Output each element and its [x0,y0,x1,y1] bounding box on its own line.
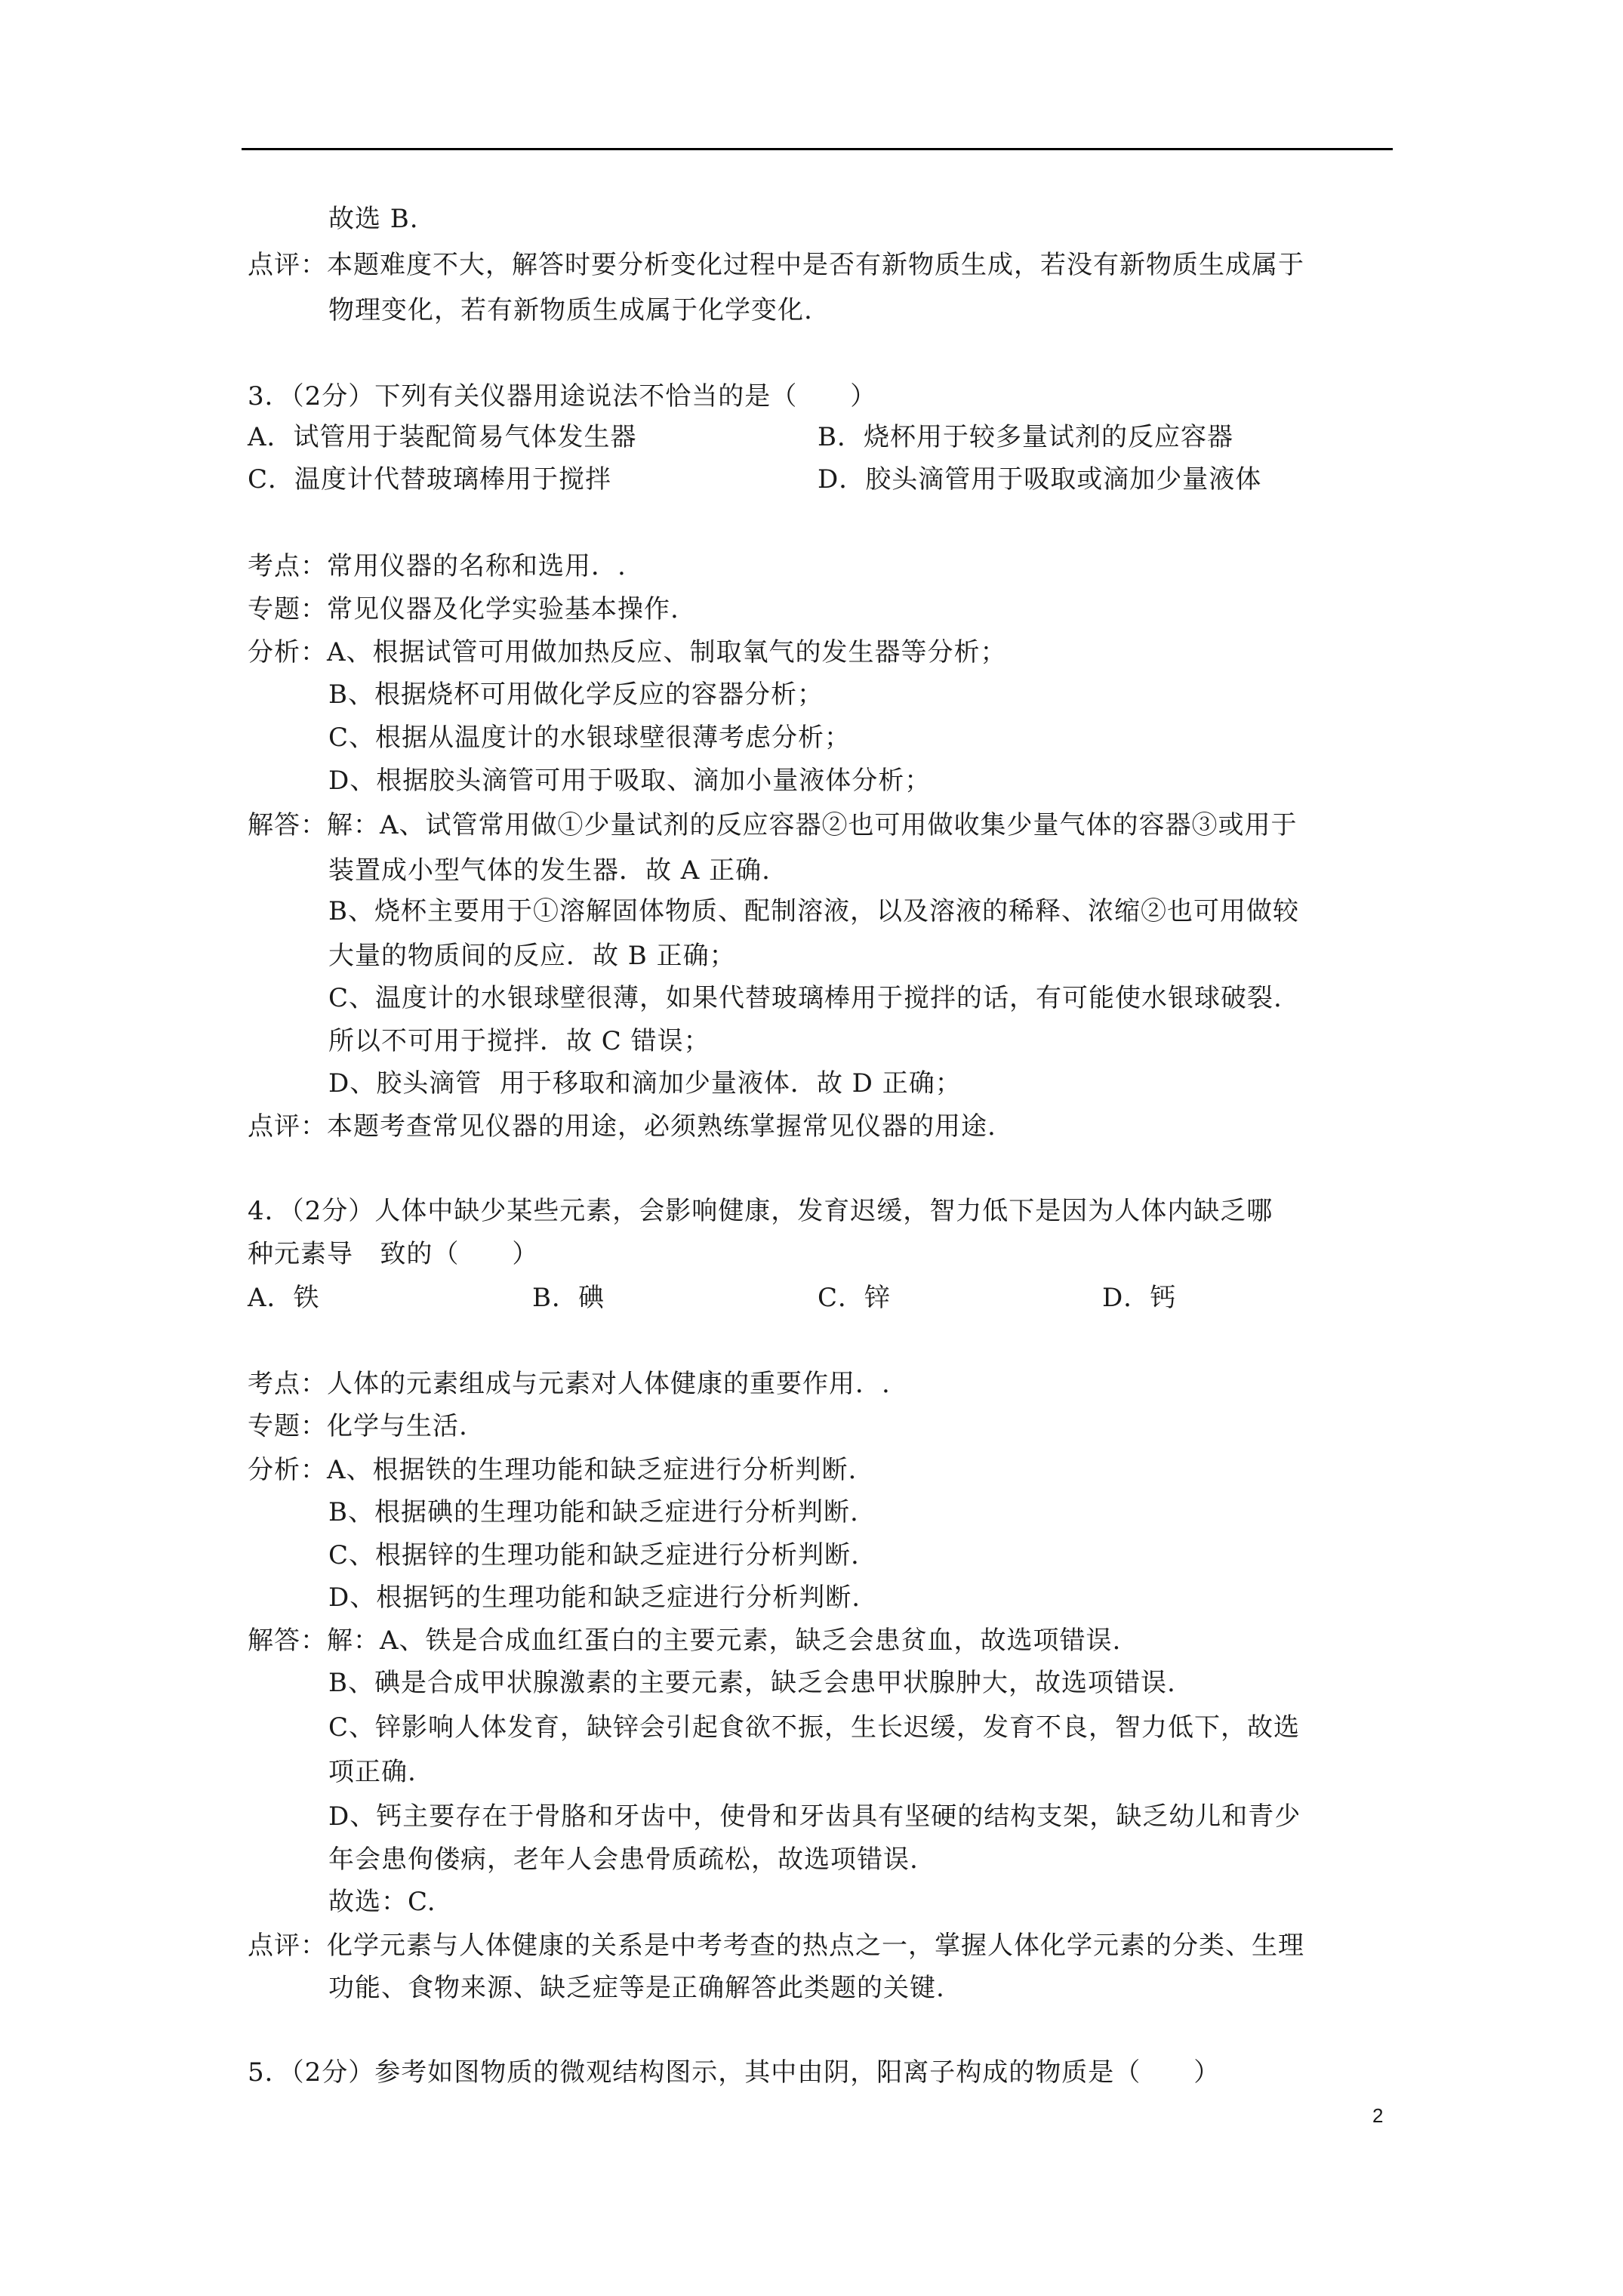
text-line: 物理变化，若有新物质生成属于化学变化. [328,295,813,325]
answer-line: 故选：C. [328,1887,436,1917]
answer-line: 解答：解：A、铁是合成血红蛋白的主要元素，缺乏会患贫血，故选项错误. [248,1626,1122,1656]
q4-option-b: B．碘 [532,1283,605,1313]
answer-line: 项正确. [328,1757,417,1787]
q3-option-b: B．烧杯用于较多量试剂的反应容器 [818,422,1233,452]
question-3-stem: 3．（2分）下列有关仪器用途说法不恰当的是（ ） [248,381,877,411]
analysis-line: B、根据烧杯可用做化学反应的容器分析； [328,680,824,710]
topic: 专题：常见仪器及化学实验基本操作. [248,594,679,624]
comment-line: 点评：本题难度不大，解答时要分析变化过程中是否有新物质生成，若没有新物质生成属于 [248,250,1304,280]
text-line: 故选 B. [328,204,419,234]
comment-line: 点评：本题考查常见仪器的用途，必须熟练掌握常见仪器的用途. [248,1111,996,1142]
knowledge-point: 考点：常用仪器的名称和选用．. [248,551,627,581]
analysis-line: B、根据碘的生理功能和缺乏症进行分析判断. [328,1497,859,1527]
question-5-stem: 5．（2分）参考如图物质的微观结构图示，其中由阴，阳离子构成的物质是（ ） [248,2057,1221,2088]
answer-line: 所以不可用于搅拌．故 C 错误； [328,1026,710,1056]
analysis-line: C、根据锌的生理功能和缺乏症进行分析判断. [328,1540,860,1570]
answer-line: C、锌影响人体发育，缺锌会引起食欲不振，生长迟缓，发育不良，智力低下，故选 [328,1712,1301,1743]
question-4-stem: 种元素导 致的（ ） [248,1239,539,1269]
comment-line: 点评：化学元素与人体健康的关系是中考考查的热点之一，掌握人体化学元素的分类、生理 [248,1931,1304,1961]
q3-option-d: D．胶头滴管用于吸取或滴加少量液体 [818,464,1262,495]
q4-option-a: A．铁 [248,1283,320,1313]
page-number: 2 [1372,2104,1384,2127]
answer-line: 大量的物质间的反应．故 B 正确； [328,941,736,971]
analysis-line: 分析：A、根据铁的生理功能和缺乏症进行分析判断. [248,1455,858,1485]
answer-line: B、碘是合成甲状腺激素的主要元素，缺乏会患甲状腺肿大，故选项错误. [328,1668,1176,1698]
q3-option-a: A．试管用于装配简易气体发生器 [248,422,637,452]
analysis-line: C、根据从温度计的水银球壁很薄考虑分析； [328,723,852,753]
analysis-line: D、根据胶头滴管可用于吸取、滴加小量液体分析； [328,766,932,796]
q4-option-c: C．锌 [818,1283,892,1313]
q4-option-d: D．钙 [1102,1283,1177,1313]
answer-line: C、温度计的水银球壁很薄，如果代替玻璃棒用于搅拌的话，有可能使水银球破裂. [328,983,1283,1013]
answer-line: 装置成小型气体的发生器．故 A 正确. [328,855,771,886]
answer-line: D、钙主要存在于骨胳和牙齿中，使骨和牙齿具有坚硬的结构支架，缺乏幼儿和青少 [328,1801,1301,1832]
answer-line: D、胶头滴管 用于移取和滴加少量液体．故 D 正确； [328,1068,962,1099]
knowledge-point: 考点：人体的元素组成与元素对人体健康的重要作用．. [248,1369,891,1399]
comment-line: 功能、食物来源、缺乏症等是正确解答此类题的关键. [328,1973,945,2003]
header-rule [242,148,1393,150]
topic: 专题：化学与生活. [248,1411,468,1441]
answer-line: B、烧杯主要用于①溶解固体物质、配制溶液，以及溶液的稀释、浓缩②也可用做较 [328,896,1299,926]
question-4-stem: 4．（2分）人体中缺少某些元素，会影响健康，发育迟缓，智力低下是因为人体内缺乏哪 [248,1196,1273,1226]
analysis-line: 分析：A、根据试管可用做加热反应、制取氧气的发生器等分析； [248,637,1007,667]
answer-line: 年会患佝偻病，老年人会患骨质疏松，故选项错误. [328,1845,919,1875]
answer-line: 解答：解：A、试管常用做①少量试剂的反应容器②也可用做收集少量气体的容器③或用于 [248,810,1298,840]
analysis-line: D、根据钙的生理功能和缺乏症进行分析判断. [328,1583,861,1613]
q3-option-c: C．温度计代替玻璃棒用于搅拌 [248,464,612,495]
